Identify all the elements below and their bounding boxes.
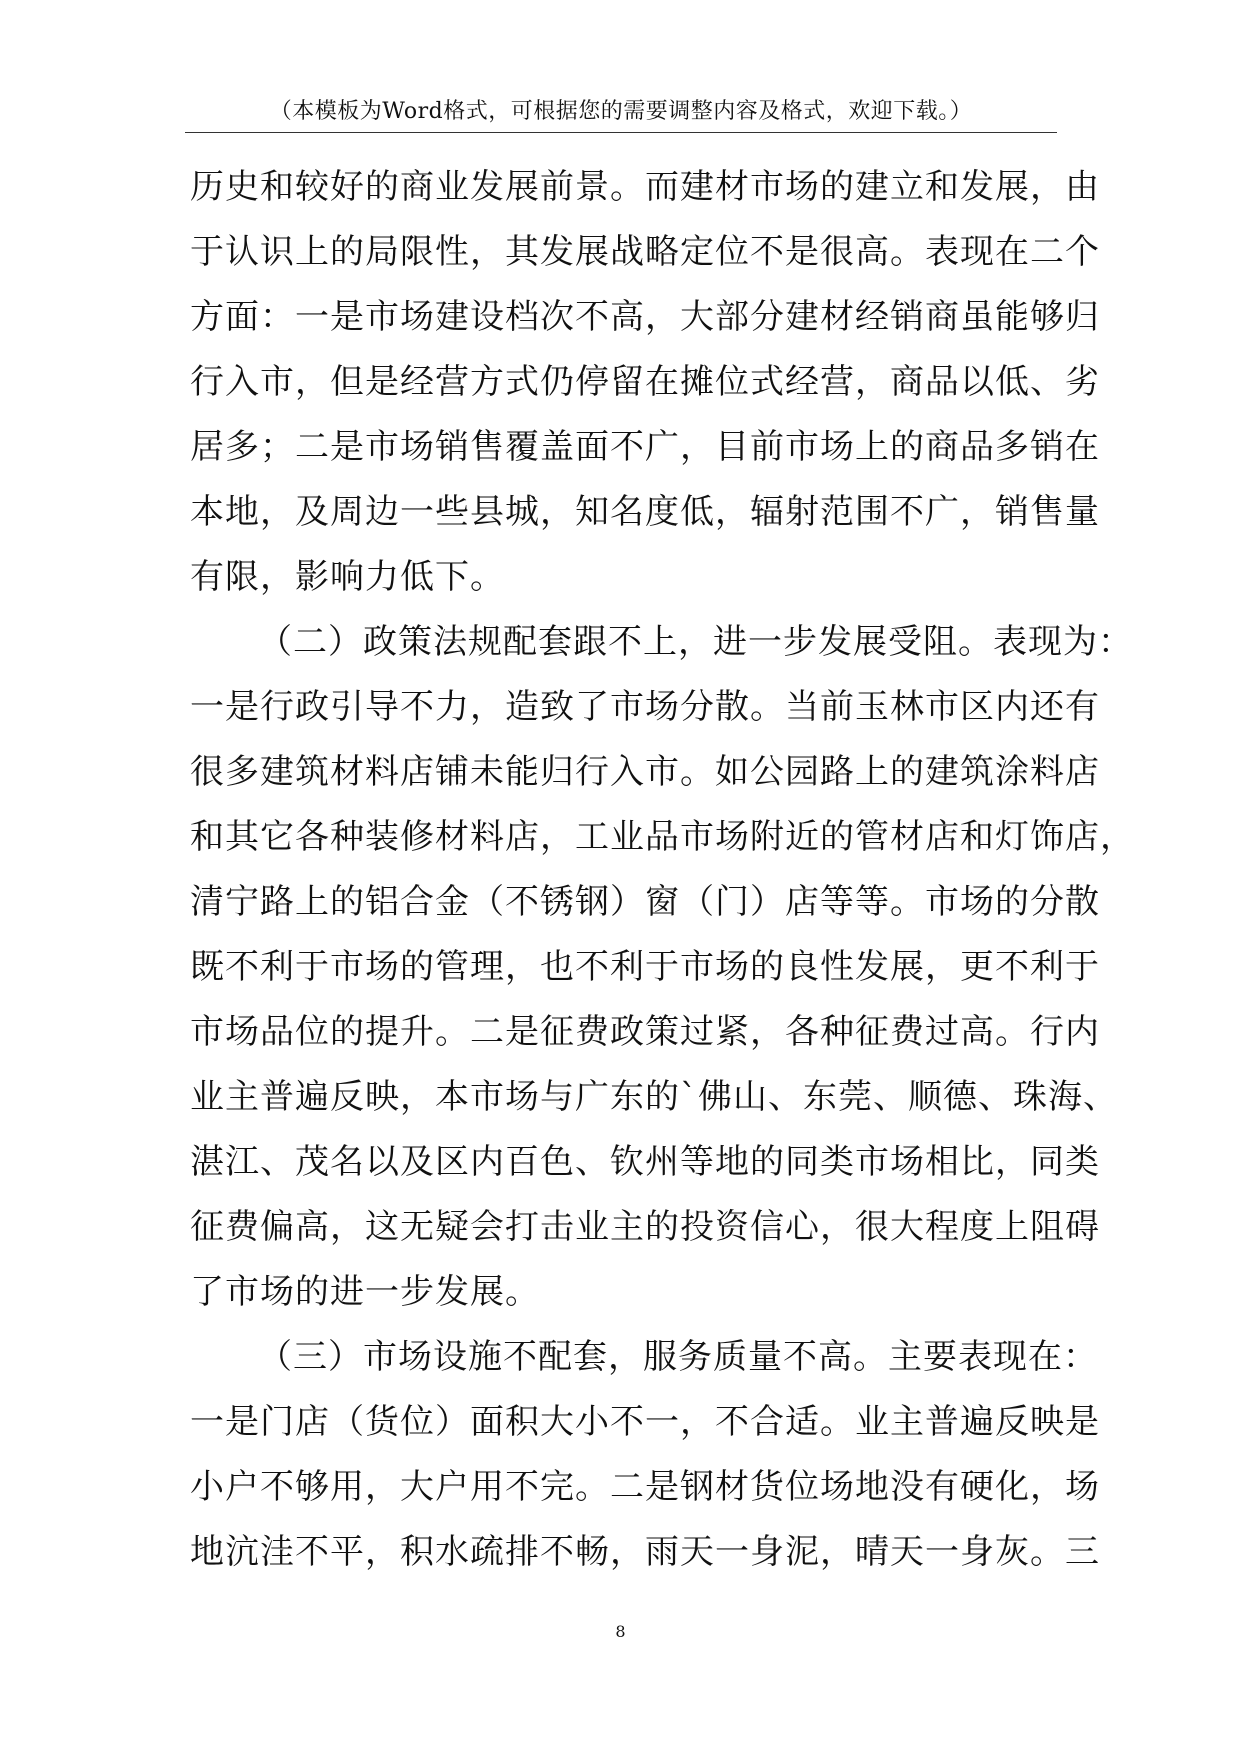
text-line: 一是行政引导不力，造致了市场分散。当前玉林市区内还有 [190, 687, 1100, 727]
text-line: 征费偏高，这无疑会打击业主的投资信心，很大程度上阻碍 [190, 1207, 1100, 1247]
text-line: 小户不够用，大户用不完。二是钢材货位场地没有硬化，场 [190, 1467, 1100, 1507]
text-line: 本地，及周边一些县城，知名度低，辐射范围不广，销售量 [190, 492, 1100, 532]
text-line: 一是门店（货位）面积大小不一，不合适。业主普遍反映是 [190, 1402, 1100, 1442]
text-line: 很多建筑材料店铺未能归行入市。如公园路上的建筑涂料店 [190, 752, 1100, 792]
document-body [190, 155, 1135, 1585]
text-line: 清宁路上的铝合金（不锈钢）窗（门）店等等。市场的分散 [190, 882, 1100, 922]
text-line: 和其它各种装修材料店，工业品市场附近的管材店和灯饰店， [190, 817, 1135, 857]
header-rule [185, 132, 1057, 133]
paragraph-heading: （三）市场设施不配套，服务质量不高。主要表现在： [258, 1337, 1098, 1377]
text-line: 了市场的进一步发展。 [190, 1272, 540, 1312]
text-line: 既不利于市场的管理，也不利于市场的良性发展，更不利于 [190, 947, 1100, 987]
page-header: （本模板为Word格式，可根据您的需要调整内容及格式，欢迎下载。） [269, 99, 973, 124]
text-line: 地沆洼不平，积水疏排不畅，雨天一身泥，晴天一身灰。三 [190, 1532, 1100, 1572]
text-line: 方面：一是市场建设档次不高，大部分建材经销商虽能够归 [190, 297, 1100, 337]
text-line: 居多；二是市场销售覆盖面不广，目前市场上的商品多销在 [190, 427, 1100, 467]
text-line: 行入市，但是经营方式仍停留在摊位式经营，商品以低、劣 [190, 362, 1100, 402]
text-line: 于认识上的局限性，其发展战略定位不是很高。表现在二个 [190, 232, 1100, 272]
text-line: 历史和较好的商业发展前景。而建材市场的建立和发展，由 [190, 167, 1100, 207]
text-line: 业主普遍反映，本市场与广东的`佛山、东莞、顺德、珠海、 [190, 1077, 1118, 1117]
page-number: 8 [615, 1622, 626, 1641]
text-line: 有限，影响力低下。 [190, 557, 505, 597]
paragraph-heading: （二）政策法规配套跟不上，进一步发展受阻。表现为： [258, 622, 1133, 662]
text-line: 湛江、茂名以及区内百色、钦州等地的同类市场相比，同类 [190, 1142, 1100, 1182]
text-line: 市场品位的提升。二是征费政策过紧，各种征费过高。行内 [190, 1012, 1100, 1052]
